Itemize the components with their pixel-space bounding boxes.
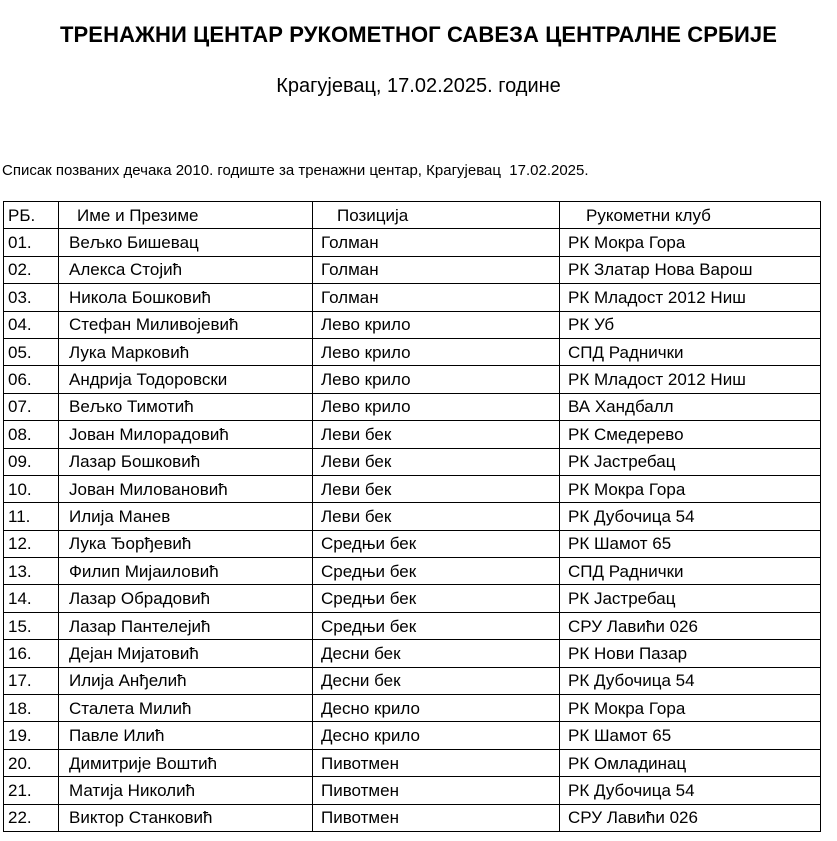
cell-rb: 02. xyxy=(4,256,59,283)
cell-name: Стефан Миливојевић xyxy=(59,311,313,338)
table-row xyxy=(4,503,821,530)
cell-rb: 03. xyxy=(4,284,59,311)
cell-name: Алекса Стојић xyxy=(59,256,313,283)
cell-rb: 12. xyxy=(4,530,59,557)
header-club: Рукометни клуб xyxy=(560,202,821,229)
cell-rb: 09. xyxy=(4,448,59,475)
header-position: Позиција xyxy=(313,202,560,229)
cell-rb: 13. xyxy=(4,558,59,585)
cell-name: Илија Манев xyxy=(59,503,313,530)
table-row xyxy=(4,558,821,585)
cell-rb: 07. xyxy=(4,393,59,420)
cell-club: ВА Хандбалл xyxy=(560,393,821,420)
table-row xyxy=(4,229,821,256)
cell-club: РК Дубочица 54 xyxy=(560,503,821,530)
cell-position: Леви бек xyxy=(313,503,560,530)
cell-position: Десно крило xyxy=(313,722,560,749)
cell-club: РК Мокра Гора xyxy=(560,695,821,722)
cell-rb: 22. xyxy=(4,804,59,831)
cell-rb: 14. xyxy=(4,585,59,612)
cell-rb: 05. xyxy=(4,338,59,365)
table-row xyxy=(4,475,821,502)
cell-position: Средњи бек xyxy=(313,530,560,557)
cell-name: Павле Илић xyxy=(59,722,313,749)
table-row xyxy=(4,284,821,311)
cell-club: РК Смедерево xyxy=(560,421,821,448)
cell-club: РК Младост 2012 Ниш xyxy=(560,284,821,311)
cell-position: Десни бек xyxy=(313,667,560,694)
table-row xyxy=(4,338,821,365)
cell-name: Лазар Пантелејић xyxy=(59,612,313,639)
cell-position: Леви бек xyxy=(313,448,560,475)
cell-rb: 08. xyxy=(4,421,59,448)
cell-rb: 04. xyxy=(4,311,59,338)
cell-name: Матија Николић xyxy=(59,777,313,804)
cell-position: Десно крило xyxy=(313,695,560,722)
cell-rb: 18. xyxy=(4,695,59,722)
cell-name: Лазар Бошковић xyxy=(59,448,313,475)
cell-rb: 17. xyxy=(4,667,59,694)
cell-name: Илија Анђелић xyxy=(59,667,313,694)
cell-rb: 11. xyxy=(4,503,59,530)
table-row xyxy=(4,530,821,557)
cell-club: РК Мокра Гора xyxy=(560,229,821,256)
cell-club: СПД Раднички xyxy=(560,338,821,365)
cell-name: Вељко Тимотић xyxy=(59,393,313,420)
cell-club: СПД Раднички xyxy=(560,558,821,585)
cell-position: Лево крило xyxy=(313,366,560,393)
cell-rb: 16. xyxy=(4,640,59,667)
cell-club: РК Нови Пазар xyxy=(560,640,821,667)
cell-rb: 20. xyxy=(4,749,59,776)
cell-name: Лазар Обрадовић xyxy=(59,585,313,612)
cell-rb: 10. xyxy=(4,475,59,502)
cell-position: Леви бек xyxy=(313,475,560,502)
table-row xyxy=(4,777,821,804)
table-row xyxy=(4,612,821,639)
cell-position: Средњи бек xyxy=(313,558,560,585)
cell-position: Лево крило xyxy=(313,338,560,365)
cell-name: Никола Бошковић xyxy=(59,284,313,311)
cell-club: РК Младост 2012 Ниш xyxy=(560,366,821,393)
cell-name: Виктор Станковић xyxy=(59,804,313,831)
cell-name: Јован Миловановић xyxy=(59,475,313,502)
cell-position: Средњи бек xyxy=(313,585,560,612)
cell-position: Пивотмен xyxy=(313,749,560,776)
cell-club: РК Уб xyxy=(560,311,821,338)
cell-name: Јован Милорадовић xyxy=(59,421,313,448)
cell-name: Димитрије Воштић xyxy=(59,749,313,776)
cell-club: РК Шамот 65 xyxy=(560,722,821,749)
cell-position: Лево крило xyxy=(313,393,560,420)
cell-club: РК Јастребац xyxy=(560,448,821,475)
cell-rb: 21. xyxy=(4,777,59,804)
cell-name: Филип Мијаиловић xyxy=(59,558,313,585)
header-rb: РБ. xyxy=(4,202,59,229)
table-row xyxy=(4,393,821,420)
table-row xyxy=(4,804,821,831)
cell-position: Пивотмен xyxy=(313,804,560,831)
cell-name: Дејан Мијатовић xyxy=(59,640,313,667)
table-header-row xyxy=(4,202,821,229)
document-title: ТРЕНАЖНИ ЦЕНТАР РУКОМЕТНОГ САВЕЗА ЦЕНТРАЛНЕ СРБИЈЕ xyxy=(60,22,777,47)
table-row xyxy=(4,311,821,338)
cell-position: Голман xyxy=(313,284,560,311)
cell-club: РК Дубочица 54 xyxy=(560,667,821,694)
table-row xyxy=(4,722,821,749)
roster-body xyxy=(4,229,821,832)
cell-rb: 19. xyxy=(4,722,59,749)
cell-club: РК Златар Нова Варош xyxy=(560,256,821,283)
table-row xyxy=(4,695,821,722)
cell-name: Вељко Бишевац xyxy=(59,229,313,256)
cell-position: Лево крило xyxy=(313,311,560,338)
cell-club: РК Шамот 65 xyxy=(560,530,821,557)
list-intro: Списак позваних дечака 2010. годиште за тренажни центар, Крагујевац 17.02.2025. xyxy=(2,162,589,179)
place-and-date: Крагујевац, 17.02.2025. године xyxy=(276,75,561,97)
header-name: Име и Презиме xyxy=(59,202,313,229)
table-row xyxy=(4,366,821,393)
table-row xyxy=(4,585,821,612)
cell-club: РК Дубочица 54 xyxy=(560,777,821,804)
table-row xyxy=(4,448,821,475)
cell-rb: 15. xyxy=(4,612,59,639)
table-row xyxy=(4,749,821,776)
cell-position: Десни бек xyxy=(313,640,560,667)
cell-rb: 06. xyxy=(4,366,59,393)
cell-name: Сталета Милић xyxy=(59,695,313,722)
cell-position: Голман xyxy=(313,229,560,256)
cell-rb: 01. xyxy=(4,229,59,256)
roster-table xyxy=(3,201,821,832)
cell-name: Лука Ђорђевић xyxy=(59,530,313,557)
cell-name: Андрија Тодоровски xyxy=(59,366,313,393)
cell-club: СРУ Лавићи 026 xyxy=(560,612,821,639)
cell-name: Лука Марковић xyxy=(59,338,313,365)
table-row xyxy=(4,256,821,283)
cell-club: РК Мокра Гора xyxy=(560,475,821,502)
cell-club: РК Омладинац xyxy=(560,749,821,776)
cell-position: Средњи бек xyxy=(313,612,560,639)
cell-position: Леви бек xyxy=(313,421,560,448)
table-row xyxy=(4,640,821,667)
cell-club: РК Јастребац xyxy=(560,585,821,612)
table-row xyxy=(4,667,821,694)
cell-position: Пивотмен xyxy=(313,777,560,804)
table-row xyxy=(4,421,821,448)
cell-position: Голман xyxy=(313,256,560,283)
cell-club: СРУ Лавићи 026 xyxy=(560,804,821,831)
